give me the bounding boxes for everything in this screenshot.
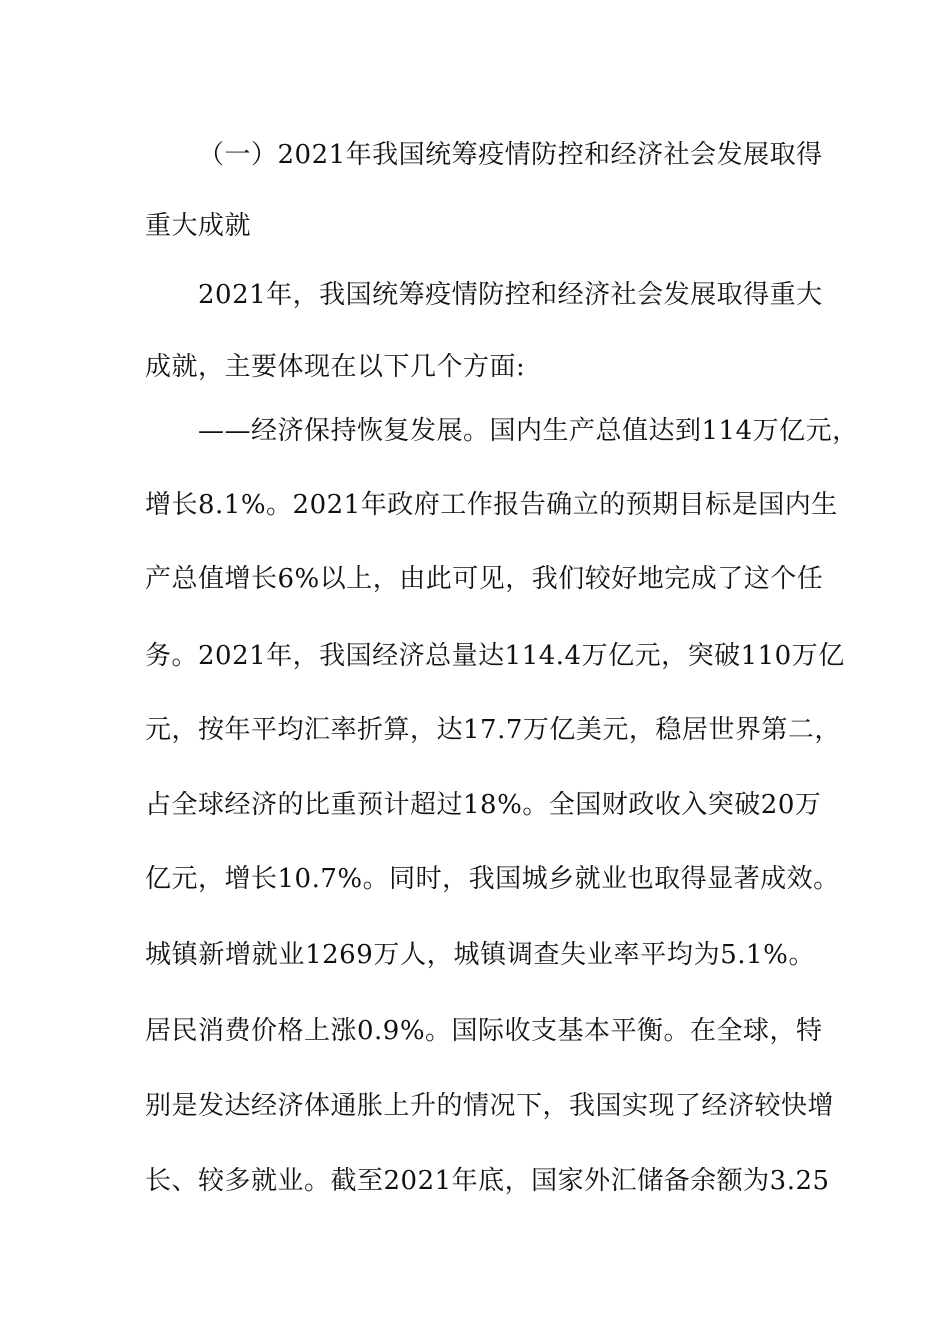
paragraph-line: 增长8.1%。2021年政府工作报告确立的预期目标是国内生 — [145, 490, 838, 520]
paragraph-line: 元，按年平均汇率折算，达17.7万亿美元，稳居世界第二， — [145, 715, 841, 745]
paragraph-line: 产总值增长6%以上，由此可见，我们较好地完成了这个任 — [145, 564, 824, 594]
paragraph-line: 占全球经济的比重预计超过18%。全国财政收入突破20万 — [145, 790, 822, 820]
paragraph-line: 务。2021年，我国经济总量达114.4万亿元，突破110万亿 — [145, 641, 845, 671]
paragraph-line: 长、较多就业。截至2021年底，国家外汇储备余额为3.25 — [145, 1166, 830, 1196]
paragraph-line: 亿元，增长10.7%。同时，我国城乡就业也取得显著成效。 — [145, 864, 840, 894]
section-heading-continued: 重大成就 — [145, 211, 252, 241]
section-heading: （一）2021年我国统筹疫情防控和经济社会发展取得 — [198, 140, 823, 170]
paragraph-line: 城镇新增就业1269万人，城镇调查失业率平均为5.1%。 — [145, 940, 815, 970]
paragraph-line: ——经济保持恢复发展。国内生产总值达到114万亿元， — [198, 416, 859, 446]
paragraph-intro-line: 成就，主要体现在以下几个方面: — [145, 352, 526, 382]
paragraph-line: 别是发达经济体通胀上升的情况下，我国实现了经济较快增 — [145, 1091, 835, 1121]
paragraph-intro-line: 2021年，我国统筹疫情防控和经济社会发展取得重大 — [198, 280, 823, 310]
paragraph-line: 居民消费价格上涨0.9%。国际收支基本平衡。在全球，特 — [145, 1016, 823, 1046]
